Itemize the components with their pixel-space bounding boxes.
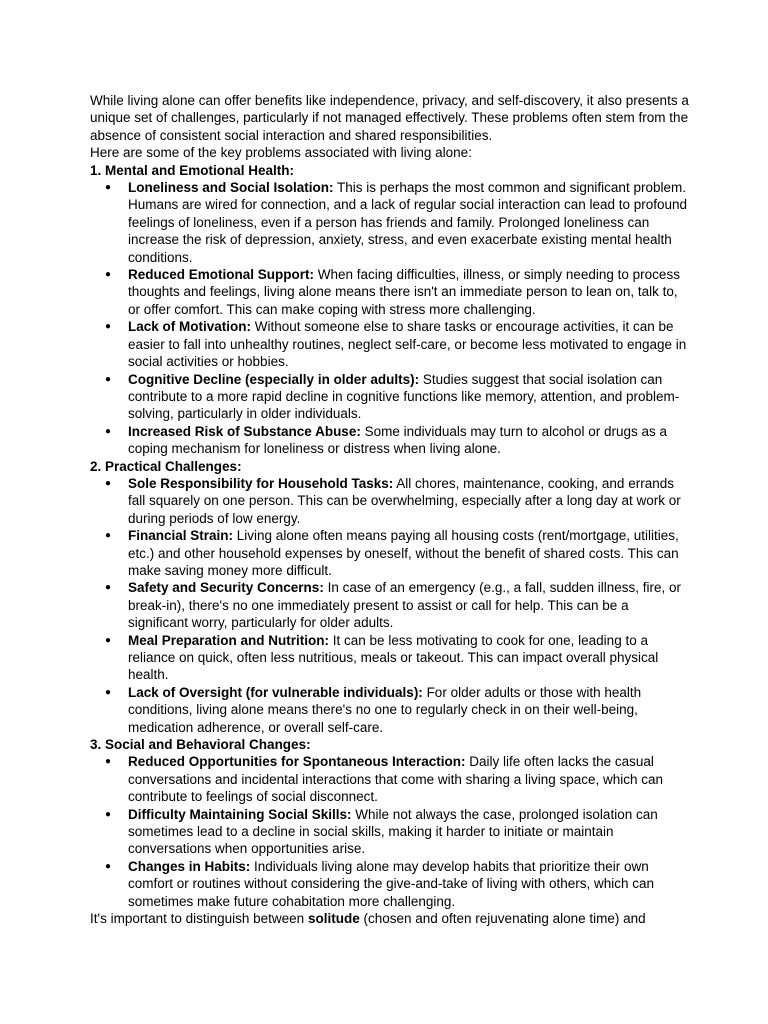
list-item (90, 423, 690, 458)
section-list-social (90, 753, 690, 910)
item-term: Reduced Opportunities for Spontaneous Interaction: (128, 754, 466, 770)
list-item (90, 632, 690, 684)
list-item (90, 266, 690, 318)
item-text: For older adults or those with health conditions, living alone means there's no one to regularly check in on their well-being, medication adherence, or overall self-care. (128, 684, 642, 735)
item-text: Without someone else to share tasks or encourage activities, it can be easier to fall into unhealthy routines, neglect self-care, or become less motivated to engage in social activities or hobbies. (128, 319, 687, 370)
item-text: In case of an emergency (e.g., a fall, sudden illness, fire, or break-in), there's no one immediately present to assist or call for help. This can be a significant worry, particularly for older adults. (128, 580, 681, 631)
item-text: While not always the case, prolonged isolation can sometimes lead to a decline in social skills, making it harder to initiate or maintain conversations when opportunities arise. (128, 806, 658, 857)
item-term: Sole Responsibility for Household Tasks: (128, 475, 394, 491)
item-text: Some individuals may turn to alcohol or drugs as a coping mechanism for loneliness or distress when living alone. (128, 423, 667, 457)
section-list-mental-health (90, 179, 690, 458)
list-item (90, 579, 690, 631)
closing-after: (chosen and often rejuvenating alone time) and (359, 911, 646, 927)
item-term: Difficulty Maintaining Social Skills: (128, 806, 352, 822)
item-text: Individuals living alone may develop habits that prioritize their own comfort or routines without considering the give-and-take of living with others, which can sometimes make future cohabitation more challenging. (128, 858, 655, 909)
list-item (90, 527, 690, 579)
item-text: Studies suggest that social isolation can contribute to a more rapid decline in cognitive functions like memory, attention, and problem-solving, particularly in older individuals. (128, 371, 680, 422)
item-term: Safety and Security Concerns: (128, 580, 324, 596)
section-heading-mental-health: 1. Mental and Emotional Health: (90, 162, 295, 178)
list-item (90, 684, 690, 736)
item-term: Financial Strain: (128, 528, 234, 544)
section-heading-practical: 2. Practical Challenges: (90, 458, 242, 474)
list-item (90, 753, 690, 805)
list-item (90, 806, 690, 858)
section-heading-social: 3. Social and Behavioral Changes: (90, 737, 311, 753)
item-term: Increased Risk of Substance Abuse: (128, 423, 361, 439)
list-item (90, 179, 690, 266)
section-list-practical (90, 475, 690, 736)
item-text: It can be less motivating to cook for one, leading to a reliance on quick, often less nutritious, meals or takeout. This can impact overall physical health. (128, 632, 659, 683)
list-item (90, 318, 690, 370)
item-text: This is perhaps the most common and significant problem. Humans are wired for connection, and a lack of regular social interaction can lead to profound feelings of loneliness, even if a person has friends and family. Prolonged loneliness can increase the risk of depression, anxiety, stress, and even exacerbate existing mental health conditions. (128, 180, 688, 265)
item-term: Loneliness and Social Isolation: (128, 180, 334, 196)
list-item (90, 371, 690, 423)
list-item (90, 475, 690, 527)
item-term: Reduced Emotional Support: (128, 267, 315, 283)
intro-paragraph: While living alone can offer benefits like independence, privacy, and self-discovery, it also presents a unique set of challenges, particularly if not managed effectively. These problems often stem from the absence of consistent social interaction and shared responsibilities. (90, 93, 689, 143)
item-text: All chores, maintenance, cooking, and errands fall squarely on one person. This can be overwhelming, especially after a long day at work or during periods of low energy. (128, 475, 681, 526)
closing-bold-term: solitude (307, 911, 360, 927)
item-text: When facing difficulties, illness, or simply needing to process thoughts and feelings, living alone means there isn't an immediate person to lean on, talk to, or offer comfort. This can make coping with stress more challenging. (128, 267, 680, 317)
closing-paragraph (90, 910, 690, 927)
closing-before: It's important to distinguish between (90, 911, 308, 927)
item-term: Lack of Oversight (for vulnerable individuals): (128, 684, 423, 700)
intro-lead: Here are some of the key problems associated with living alone: (90, 145, 472, 161)
list-item (90, 858, 690, 910)
item-term: Cognitive Decline (especially in older adults): (128, 371, 420, 387)
item-term: Changes in Habits: (128, 858, 251, 874)
item-text: Living alone often means paying all housing costs (rent/mortgage, utilities, etc.) and other household expenses by oneself, without the benefit of shared costs. This can make saving money more difficult. (128, 528, 679, 578)
document-body (90, 92, 690, 928)
item-term: Lack of Motivation: (128, 319, 252, 335)
item-term: Meal Preparation and Nutrition: (128, 632, 330, 648)
item-text: Daily life often lacks the casual conversations and incidental interactions that come with sharing a living space, which can contribute to feelings of social disconnect. (128, 754, 664, 805)
